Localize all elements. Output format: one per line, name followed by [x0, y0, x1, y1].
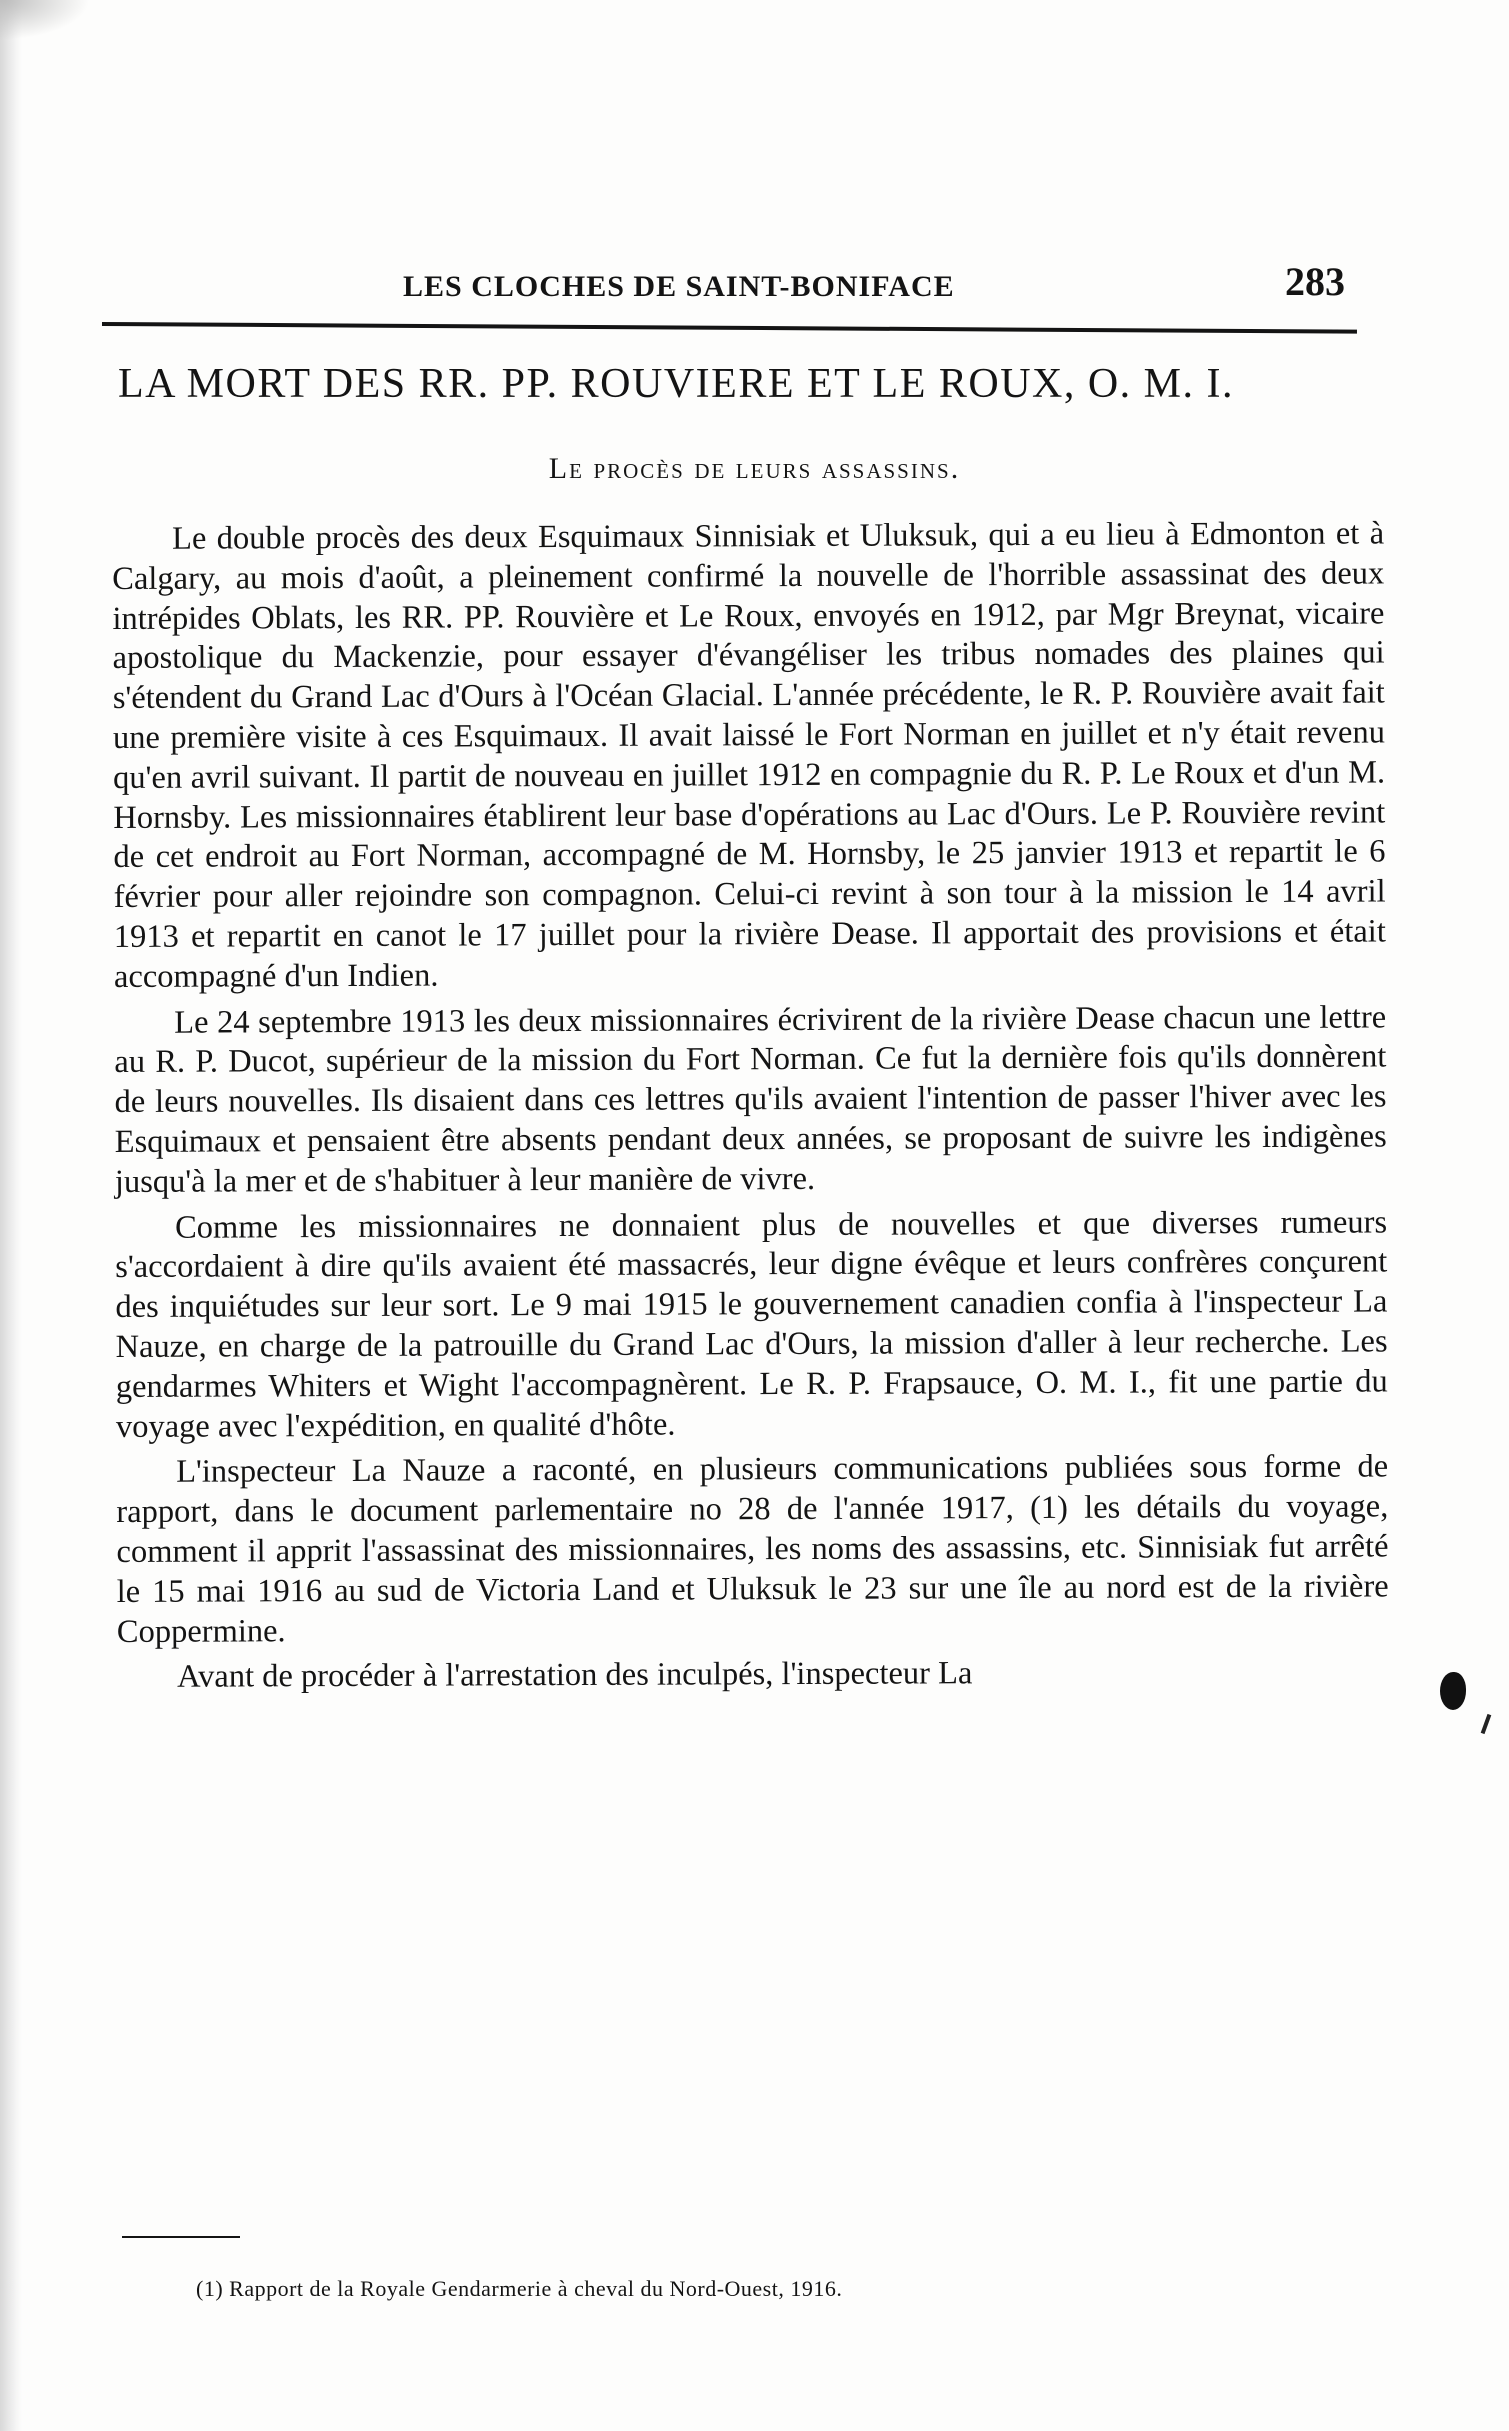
header-rule	[102, 322, 1357, 334]
ink-mark	[1481, 1714, 1492, 1734]
paragraph: Le double procès des deux Esquimaux Sinnisiak et Uluksuk, qui a eu lieu à Edmonton et à Calgary, au mois d'août, a pleinement confirmé la nouvelle de l'horrible assassinat des deux intrépides Oblats, les RR. PP. Rouvière et Le Roux, envoyés en 1912, par Mgr Breynat, vicaire apostolique du Mackenzie, pour essayer d'évangéliser les tribus nomades des plaines qui s'étendent du Grand Lac d'Ours à l'Océan Glacial. L'année précédente, le R. P. Rouvière avait fait une première visite à ces Esquimaux. Il avait laissé le Fort Norman en juillet et n'y était revenu qu'en avril suivant. Il partit de nouveau en juillet 1912 en compagnie du R. P. Le Roux et d'un M. Hornsby. Les missionnaires établirent leur base d'opérations au Lac d'Ours. Le P. Rouvière revint de cet endroit au Fort Norman, accompagné de M. Hornsby, le 25 janvier 1913 et repartit le 6 février pour aller rejoindre son compagnon. Celui-ci revint à son tour à la mission le 14 avril 1913 et repartit en canot le 17 juillet pour la rivière Dease. Il apportait des provisions et était accompagné d'un Indien.	[112, 515, 1386, 995]
paragraph: Avant de procéder à l'arrestation des inculpés, l'inspecteur La	[176, 1655, 973, 1696]
paragraph: Le 24 septembre 1913 les deux missionnaires écrivirent de la rivière Dease chacun une lettre au R. P. Ducot, supérieur de la mission du Fort Norman. Ce fut la dernière fois qu'ils donnèrent de leurs nouvelles. Ils disaient dans ces lettres qu'ils avaient l'intention de passer l'hiver avec les Esquimaux et pensaient être absents pendant deux années, se proposant de suivre les indigènes jusqu'à la mer et de s'habituer à leur manière de vivre.	[114, 999, 1387, 1200]
paragraph: Comme les missionnaires ne donnaient plus de nouvelles et que diverses rumeurs s'accordaient à dire qu'ils avaient été massacrés, leur digne évêque et leurs confrères conçurent des inquiétudes sur leur sort. Le 9 mai 1915 le gouvernement canadien confia à l'inspecteur La Nauze, en charge de la patrouille du Grand Lac d'Ours, la mission d'aller à leur recherche. Les gendarmes Whiters et Wight l'accompagnèrent. Le R. P. Frapsauce, O. M. I., fit une partie du voyage avec l'expédition, en qualité d'hôte.	[115, 1203, 1388, 1445]
page-number: 283	[1285, 259, 1345, 304]
footnote: (1) Rapport de la Royale Gendarmerie à cheval du Nord-Ouest, 1916.	[196, 2276, 843, 2301]
paragraph: L'inspecteur La Nauze a raconté, en plusieurs communications publiées sous forme de rapport, dans le document parlementaire no 28 de l'année 1917, (1) les détails du voyage, comment il apprit l'assassinat des missionnaires, les noms des assassins, etc. Sinnisiak fut arrêté le 15 mai 1916 au sud de Victoria Land et Uluksuk le 23 sur une île au nord est de la rivière Coppermine.	[116, 1448, 1389, 1650]
article-body	[112, 514, 1389, 1704]
running-head: LES CLOCHES DE SAINT-BONIFACE	[403, 270, 955, 303]
scan-corner-smudge	[0, 0, 90, 40]
scan-shadow-edge	[0, 0, 22, 2431]
article-title: LA MORT DES RR. PP. ROUVIERE ET LE ROUX, O. M. I.	[118, 361, 1235, 407]
article-subtitle: Le procès de leurs assassins.	[548, 452, 961, 485]
footnote-rule	[122, 2236, 240, 2238]
ink-blot	[1440, 1672, 1466, 1710]
